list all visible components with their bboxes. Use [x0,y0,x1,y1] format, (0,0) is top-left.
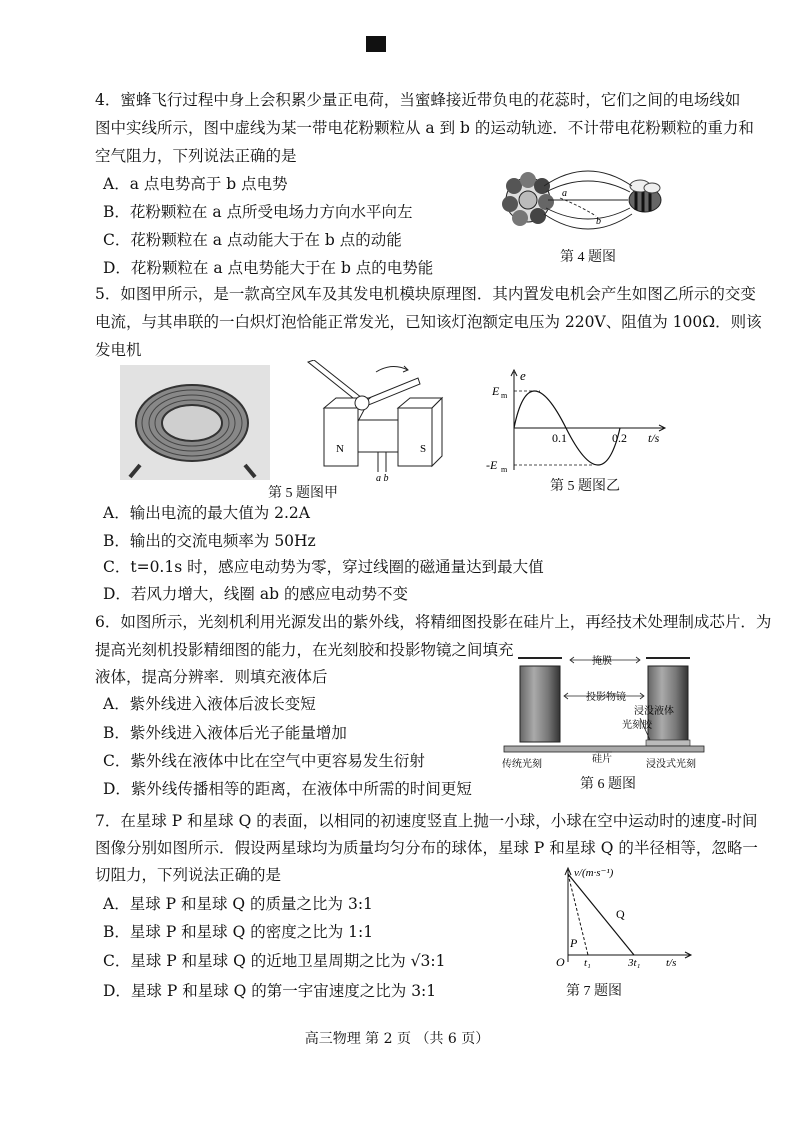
q6-option-a: A．紫外线进入液体后波长变短 [103,695,316,713]
graph-neg-em-label: -E [486,458,498,472]
q4-option-c: C．花粉颗粒在 a 点动能大于在 b 点的动能 [103,231,402,249]
q6-stem-line: 6．如图所示，光刻机利用光源发出的紫外线，将精细图投影在硅片上，再经技术处理制成芯片．为 [95,613,772,631]
q5-caption-a: 第 5 题图甲 [268,486,338,501]
q4-option-d: D．花粉颗粒在 a 点电势能大于在 b 点的电势能 [103,259,434,277]
q7-stem-line: 图像分别如图所示．假设两星球均为质量均匀分布的球体，星球 P 和星球 Q 的半径相等，忽略一 [95,839,758,857]
q4-option-b: B．花粉颗粒在 a 点所受电场力方向水平向左 [103,203,413,221]
q4-caption: 第 4 题图 [560,250,616,265]
q6-stem-line: 液体，提高分辨率．则填充液体后 [95,668,328,686]
magnet-s-label: S [420,443,427,455]
t-axis-label: t/s [666,957,677,969]
tick-3t1: 3t₁ [628,957,641,969]
q6-option-b: B．紫外线进入液体后光子能量增加 [103,724,347,742]
graph-em-subscript: m [501,391,508,400]
q7-option-a: A．星球 P 和星球 Q 的质量之比为 3:1 [103,895,373,913]
label-immersion: 浸没式光刻 [646,759,696,770]
label-traditional: 传统光刻 [502,759,542,770]
graph-em-label: E [492,384,500,398]
graph-e-label: e [520,368,526,383]
q7-stem-line: 切阻力，下列说法正确的是 [95,866,282,884]
v-axis-label: v/(m·s⁻¹) [574,867,614,879]
q7-vt-graph [548,862,698,972]
page-footer: 高三物理 第 2 页 （共 6 页） [304,1031,490,1047]
q5-stem-line: 5．如图甲所示，是一款高空风车及其发电机模块原理图．其内置发电机会产生如图乙所示的交变 [95,285,756,303]
q7-option-c: C．星球 P 和星球 Q 的近地卫星周期之比为 √3:1 [103,952,446,970]
q7-stem-line: 7．在星球 P 和星球 Q 的表面，以相同的初速度竖直上抛一小球，小球在空中运动时的速度-时间 [95,812,758,830]
flower-image [502,172,554,226]
q5-stem-line: 发电机 [95,341,142,359]
q4-stem-line: 空气阻力，下列说法正确的是 [95,147,297,165]
q5-option-c: C．t=0.1s 时，感应电动势为零，穿过线圈的磁通量达到最大值 [103,558,544,576]
q4-figure [500,162,670,240]
point-b-label: b [596,216,601,227]
page-marker [366,36,386,52]
field-lines [544,171,632,229]
q5-generator-diagram [300,360,445,482]
q5-option-d: D．若风力增大，线圈 ab 的感应电动势不变 [103,585,408,603]
bee-image [629,180,661,212]
q-label: Q [616,907,625,921]
magnet-n-label: N [336,443,344,455]
q4-option-a: A．a 点电势高于 b 点电势 [103,175,288,193]
q5-caption-b: 第 5 题图乙 [550,479,620,494]
label-wafer: 硅片 [592,754,612,765]
q5-et-graph [484,366,684,478]
graph-tick-01: 0.1 [552,431,567,445]
q7-option-d: D．星球 P 和星球 Q 的第一宇宙速度之比为 3:1 [103,982,437,1000]
q6-stem-line: 提高光刻机投影精细图的能力，在光刻胶和投影物镜之间填充 [95,641,514,659]
q4-stem-line: 4．蜜蜂飞行过程中身上会积累少量正电荷，当蜜蜂接近带负电的花蕊时，它们之间的电场线如 [95,91,741,109]
q5-option-a: A．输出电流的最大值为 2.2A [103,504,310,522]
coil-ab-label: a b [376,473,389,482]
trajectory [560,198,596,216]
q6-lithography-figure [500,652,705,770]
point-a-label: a [562,188,567,199]
origin-label: O [556,955,565,969]
label-immersion-liquid: 浸没液体 [634,706,674,717]
graph-tick-02: 0.2 [612,431,627,445]
graph-t-axis-label: t/s [648,431,660,445]
tick-t1: t₁ [584,957,591,969]
label-mask: 掩膜 [592,656,612,667]
q6-caption: 第 6 题图 [580,777,636,792]
label-projection-lens: 投影物镜 [586,692,626,703]
q7-option-b: B．星球 P 和星球 Q 的密度之比为 1:1 [103,923,374,941]
q6-option-c: C．紫外线在液体中比在空气中更容易发生衍射 [103,752,425,770]
q5-option-b: B．输出的交流电频率为 50Hz [103,532,316,550]
q6-option-d: D．紫外线传播相等的距离，在液体中所需的时间更短 [103,780,472,798]
p-label: P [570,936,578,950]
graph-neg-em-subscript: m [501,465,508,474]
label-photoresist: 光刻胶 [622,720,652,731]
q5-turbine-photo [120,365,270,480]
q7-caption: 第 7 题图 [566,984,622,999]
q5-stem-line: 电流，与其串联的一白炽灯泡恰能正常发光，已知该灯泡额定电压为 220V、阻值为 100Ω．则该 [95,313,762,331]
q4-stem-line: 图中实线所示，图中虚线为某一带电花粉颗粒从 a 到 b 的运动轨迹．不计带电花粉颗粒的重力和 [95,119,754,137]
